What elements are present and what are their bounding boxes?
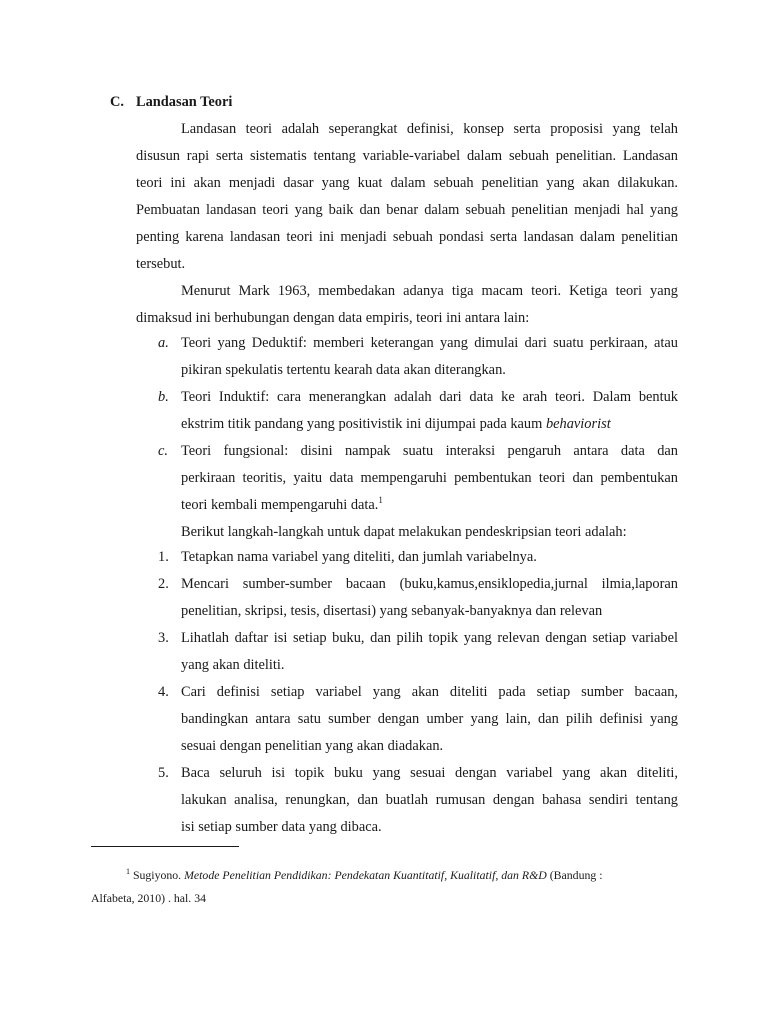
footnote-title: Metode Penelitian Pendidikan: Pendekatan Kuantitatif, Kualitatif, dan R&D	[184, 868, 547, 882]
paragraph-line: disusun rapi serta sistematis tentang variable-variabel dalam sebuah penelitian. Landasan	[136, 148, 678, 164]
footnote-number: 1	[126, 867, 130, 876]
list-item-line: lakukan analisa, renungkan, dan buatlah rumusan dengan bahasa sendiri tentang	[181, 792, 678, 808]
paragraph-line: tersebut.	[136, 256, 186, 272]
footnote-line	[126, 867, 603, 882]
list-marker: 2.	[158, 576, 169, 592]
list-marker: a.	[158, 335, 169, 351]
list-marker: b.	[158, 389, 169, 405]
list-item-text: teori kembali mempengaruhi data.	[181, 497, 379, 513]
steps-intro: Berikut langkah-langkah untuk dapat melakukan pendeskripsian teori adalah:	[181, 524, 627, 540]
paragraph-line: Landasan teori adalah seperangkat definisi, konsep serta proposisi yang telah	[181, 121, 678, 137]
list-item-line	[181, 495, 383, 513]
footnote-line: Alfabeta, 2010) . hal. 34	[91, 891, 206, 905]
list-item-line: Cari definisi setiap variabel yang akan diteliti pada setiap sumber bacaan,	[181, 684, 678, 700]
list-item-line: Teori Induktif: cara menerangkan adalah dari data ke arah teori. Dalam bentuk	[181, 389, 678, 405]
list-marker: 3.	[158, 630, 169, 646]
list-item-line: Teori yang Deduktif: memberi keterangan yang dimulai dari suatu perkiraan, atau	[181, 335, 678, 351]
list-item-line: Baca seluruh isi topik buku yang sesuai dengan variabel yang akan diteliti,	[181, 765, 678, 781]
list-item-line: Teori fungsional: disini nampak suatu interaksi pengaruh antara data dan	[181, 443, 678, 459]
list-item-text: ekstrim titik pandang yang positivistik ini dijumpai pada kaum	[181, 416, 543, 432]
paragraph-line: dimaksud ini berhubungan dengan data empiris, teori ini antara lain:	[136, 310, 530, 326]
list-marker: 1.	[158, 549, 169, 565]
section-title: Landasan Teori	[136, 94, 233, 110]
list-item-line: penelitian, skripsi, tesis, disertasi) yang sebanyak-banyaknya dan relevan	[181, 603, 603, 619]
list-item-line: perkiraan teoritis, yaitu data mempengaruhi pembentukan teori dan pembentukan	[181, 470, 678, 486]
footnote-publisher: (Bandung :	[549, 868, 603, 882]
list-item-line: isi setiap sumber data yang dibaca.	[181, 819, 382, 835]
paragraph-line: penting karena landasan teori ini menjadi sebuah pondasi serta landasan dalam penelitian	[136, 229, 678, 245]
list-item-line: bandingkan antara satu sumber dengan umber yang lain, dan pilih definisi yang	[181, 711, 678, 727]
list-item-line: Tetapkan nama variabel yang diteliti, dan jumlah variabelnya.	[181, 549, 537, 565]
paragraph-line: Pembuatan landasan teori yang baik dan benar dalam sebuah penelitian menjadi hal yang	[136, 202, 678, 218]
list-marker: 4.	[158, 684, 169, 700]
list-item-line: pikiran spekulatis tertentu kearah data akan diterangkan.	[181, 362, 506, 378]
list-item-line: Mencari sumber-sumber bacaan (buku,kamus,ensiklopedia,jurnal ilmia,laporan	[181, 576, 678, 592]
italic-term: behaviorist	[545, 416, 611, 432]
footnote-reference[interactable]: 1	[378, 495, 383, 505]
list-marker: c.	[158, 443, 168, 459]
list-item-line: Lihatlah daftar isi setiap buku, dan pilih topik yang relevan dengan setiap variabel	[181, 630, 678, 646]
list-item-line: sesuai dengan penelitian yang akan diadakan.	[181, 738, 444, 754]
footnote-author: Sugiyono.	[132, 868, 182, 882]
section-marker: C.	[110, 94, 124, 110]
paragraph-line: Menurut Mark 1963, membedakan adanya tiga macam teori. Ketiga teori yang	[181, 283, 678, 299]
list-item-line	[181, 417, 611, 431]
list-marker: 5.	[158, 765, 169, 781]
footnote-separator	[91, 846, 239, 847]
paragraph-line: teori ini akan menjadi dasar yang kuat dalam sebuah penelitian yang akan dilakukan.	[136, 175, 678, 191]
list-item-line: yang akan diteliti.	[181, 657, 285, 673]
